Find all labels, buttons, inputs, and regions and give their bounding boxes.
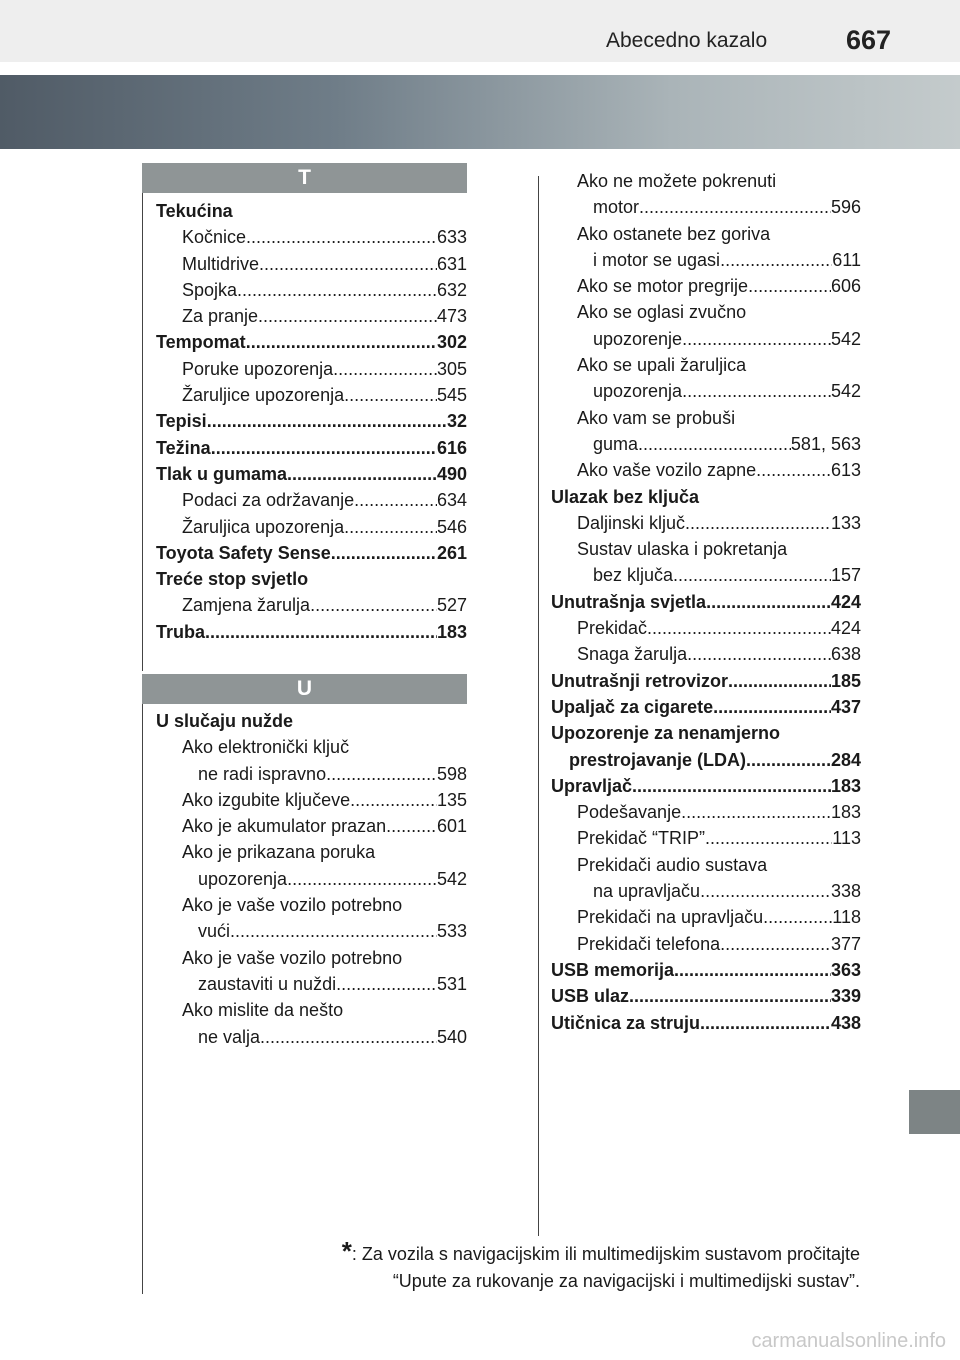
index-entry [551, 825, 861, 851]
entry-label: Prekidač [577, 618, 648, 639]
entry-leader-dots [336, 971, 437, 997]
entry-label: Ako vam se probuši [577, 407, 736, 428]
index-entry [156, 997, 467, 1023]
entry-leader-dots [720, 931, 831, 957]
entry-leader-dots [705, 825, 832, 851]
entry-page-number: 113 [832, 828, 861, 849]
entry-page-number: 527 [436, 595, 467, 616]
entry-label: Težina [156, 437, 211, 458]
index-entry [156, 356, 467, 382]
entry-label: ne radi ispravno [198, 763, 327, 784]
entry-leader-dots [287, 461, 437, 487]
entry-page-number: 581, 563 [790, 433, 861, 454]
entry-page-number: 611 [832, 249, 861, 270]
index-entry [551, 273, 861, 299]
left-column-rule-u [142, 704, 143, 1294]
entry-page-number: 631 [436, 253, 467, 274]
entry-page-number: 338 [830, 881, 861, 902]
index-entry [551, 904, 861, 930]
entry-leader-dots [674, 957, 831, 983]
entry-label: upozorenja [593, 381, 683, 402]
index-entry [551, 852, 861, 878]
index-column-right [551, 168, 861, 1036]
entry-label: Zamjena žarulja [182, 595, 311, 616]
entry-page-number: 533 [436, 921, 467, 942]
entry-label: Ako je vaše vozilo potrebno [182, 895, 403, 916]
entry-leader-dots [720, 247, 832, 273]
index-entry [551, 352, 861, 378]
entry-label: Poruke upozorenja [182, 358, 334, 379]
entry-leader-dots [386, 813, 437, 839]
entry-page-number: 424 [830, 618, 861, 639]
chapter-tab [909, 1090, 960, 1134]
entry-page-number: 540 [436, 1026, 467, 1047]
entry-leader-dots [700, 878, 831, 904]
entry-leader-dots [639, 194, 831, 220]
entry-label: Ako je akumulator prazan [182, 816, 387, 837]
entry-page-number: 473 [436, 306, 467, 327]
entry-label: Kočnice [182, 227, 247, 248]
index-entry [156, 540, 467, 566]
entry-leader-dots [260, 1024, 437, 1050]
entry-label: Ako vaše vozilo zapne [577, 460, 757, 481]
entry-page-number: 545 [436, 385, 467, 406]
index-entry [156, 461, 467, 487]
entry-label: upozorenja [198, 868, 288, 889]
entry-leader-dots [748, 273, 831, 299]
index-entry [551, 562, 861, 588]
index-entry [551, 247, 861, 273]
index-entry [551, 957, 861, 983]
entry-label: Za pranje [182, 306, 259, 327]
entry-label: Prekidači audio sustava [577, 854, 768, 875]
entry-label: Ulazak bez ključa [551, 486, 700, 507]
entry-page-number: 616 [436, 437, 467, 458]
entry-label: Podaci za održavanje [182, 490, 355, 511]
index-column-t [156, 198, 467, 645]
entry-page-number: 596 [830, 197, 861, 218]
index-entry [551, 221, 861, 247]
entry-label: guma [593, 433, 639, 454]
index-entry [156, 918, 467, 944]
entry-label: Unutrašnja svjetla [551, 591, 707, 612]
entry-label: na upravljaču [593, 881, 701, 902]
entry-leader-dots [258, 303, 437, 329]
index-entry [551, 194, 861, 220]
entry-label: Ako mislite da nešto [182, 1000, 344, 1021]
footnote-line2: “Upute za rukovanje za navigacijski i multimedijski sustav”. [392, 1271, 860, 1291]
left-column-rule-t [142, 193, 143, 671]
entry-label: Ako se upali žaruljica [577, 355, 747, 376]
entry-label: Žaruljice upozorenja [182, 385, 345, 406]
entry-page-number: 638 [830, 644, 861, 665]
section-header-t: T [142, 163, 467, 193]
entry-leader-dots [681, 799, 831, 825]
index-entry [156, 708, 467, 734]
entry-label: Ako se oglasi zvučno [577, 302, 747, 323]
entry-page-number: 305 [436, 358, 467, 379]
index-entry [551, 668, 861, 694]
entry-leader-dots [350, 787, 437, 813]
index-entry [551, 983, 861, 1009]
entry-label: Ako izgubite ključeve [182, 789, 351, 810]
entry-label: Ako elektronički ključ [182, 737, 350, 758]
entry-label: Truba [156, 621, 206, 642]
entry-leader-dots [706, 589, 831, 615]
footnote-star: * [341, 1236, 352, 1266]
entry-leader-dots [326, 761, 437, 787]
entry-label: motor [593, 197, 640, 218]
entry-page-number: 363 [830, 959, 861, 980]
index-entry [156, 303, 467, 329]
index-column-u [156, 708, 467, 1050]
entry-label: Prekidači na upravljaču [577, 907, 764, 928]
index-entry [156, 1024, 467, 1050]
section-header-u: U [142, 674, 467, 704]
index-entry [551, 326, 861, 352]
watermark: carmanualsonline.info [751, 1330, 946, 1352]
entry-page-number: 542 [436, 868, 467, 889]
entry-leader-dots [682, 378, 831, 404]
index-entry [551, 615, 861, 641]
entry-leader-dots [687, 641, 831, 667]
entry-page-number: 157 [830, 565, 861, 586]
entry-label: Utičnica za struju [551, 1012, 701, 1033]
index-entry [551, 589, 861, 615]
entry-label: Snaga žarulja [577, 644, 688, 665]
entry-label: Žaruljica upozorenja [182, 516, 345, 537]
index-entry [551, 457, 861, 483]
entry-leader-dots [746, 747, 831, 773]
entry-page-number: 32 [446, 411, 467, 432]
index-entry [551, 747, 861, 773]
index-entry [156, 892, 467, 918]
entry-page-number: 339 [830, 986, 861, 1007]
index-entry [156, 198, 467, 224]
entry-page-number: 183 [830, 775, 861, 796]
entry-page-number: 542 [830, 328, 861, 349]
entry-label: Prekidač “TRIP” [577, 828, 706, 849]
index-entry [551, 378, 861, 404]
index-entry [551, 405, 861, 431]
entry-label: Upravljač [551, 775, 633, 796]
entry-label: USB ulaz [551, 986, 630, 1007]
page-header-title: Abecedno kazalo [606, 29, 768, 52]
entry-label: Prekidači telefona [577, 933, 721, 954]
entry-label: vući [198, 921, 231, 942]
entry-label: U slučaju nužde [156, 711, 294, 731]
entry-leader-dots [763, 904, 832, 930]
entry-label: ne valja [198, 1026, 261, 1047]
index-entry [156, 839, 467, 865]
entry-leader-dots [354, 487, 437, 513]
entry-label: i motor se ugasi [593, 249, 721, 270]
entry-page-number: 490 [436, 463, 467, 484]
index-entry [156, 619, 467, 645]
index-entry [156, 761, 467, 787]
entry-leader-dots [713, 694, 831, 720]
entry-page-number: 438 [830, 1012, 861, 1033]
entry-page-number: 634 [436, 490, 467, 511]
entry-label: USB memorija [551, 959, 675, 980]
entry-leader-dots [331, 540, 437, 566]
index-entry [551, 720, 861, 746]
index-entry [156, 382, 467, 408]
index-entry [551, 536, 861, 562]
entry-leader-dots [728, 668, 831, 694]
index-entry [156, 514, 467, 540]
entry-page-number: 546 [436, 516, 467, 537]
entry-leader-dots [647, 615, 831, 641]
entry-page-number: 135 [436, 789, 467, 810]
index-entry [156, 813, 467, 839]
index-entry [551, 299, 861, 325]
entry-leader-dots [629, 983, 831, 1009]
entry-leader-dots [638, 431, 791, 457]
entry-label: Tlak u gumama [156, 463, 288, 484]
entry-label: Toyota Safety Sense [156, 542, 331, 563]
entry-leader-dots [685, 510, 831, 536]
entry-leader-dots [287, 866, 437, 892]
index-entry [156, 945, 467, 971]
entry-page-number: 437 [830, 696, 861, 717]
entry-leader-dots [310, 592, 437, 618]
index-entry [156, 971, 467, 997]
page-number: 667 [846, 25, 892, 55]
entry-page-number: 633 [436, 227, 467, 248]
index-entry [156, 408, 467, 434]
entry-leader-dots [344, 382, 437, 408]
entry-leader-dots [237, 277, 437, 303]
index-entry [156, 435, 467, 461]
index-entry [551, 510, 861, 536]
entry-label: Multidrive [182, 253, 260, 274]
entry-page-number: 606 [830, 276, 861, 297]
entry-page-number: 261 [436, 542, 467, 563]
entry-leader-dots [333, 356, 437, 382]
entry-page-number: 183 [830, 802, 861, 823]
entry-label: Tepisi [156, 411, 207, 432]
index-entry [551, 1010, 861, 1036]
index-entry [156, 487, 467, 513]
entry-leader-dots [207, 408, 447, 434]
index-entry [551, 484, 861, 510]
entry-leader-dots [756, 457, 831, 483]
entry-leader-dots [682, 326, 831, 352]
entry-label: prestrojavanje (LDA) [569, 749, 747, 770]
entry-page-number: 185 [830, 670, 861, 691]
index-entry [551, 799, 861, 825]
entry-label: Ako se motor pregrije [577, 276, 749, 297]
footnote [342, 1238, 860, 1295]
index-entry [156, 787, 467, 813]
entry-page-number: 613 [830, 460, 861, 481]
index-entry [156, 592, 467, 618]
entry-label: Daljinski ključ [577, 512, 686, 533]
index-entry [156, 277, 467, 303]
index-entry [156, 566, 467, 592]
entry-label: Podešavanje [577, 802, 682, 823]
index-entry [551, 878, 861, 904]
index-entry [156, 224, 467, 250]
index-entry [551, 931, 861, 957]
entry-page-number: 601 [436, 816, 467, 837]
entry-label: Sustav ulaska i pokretanja [577, 539, 788, 560]
index-entry [551, 641, 861, 667]
index-entry [156, 329, 467, 355]
entry-page-number: 377 [830, 933, 861, 954]
entry-label: Upozorenje za nenamjerno [551, 723, 781, 744]
entry-label: Upaljač za cigarete [551, 696, 714, 717]
entry-page-number: 632 [436, 279, 467, 300]
entry-page-number: 531 [436, 973, 467, 994]
entry-leader-dots [632, 773, 831, 799]
entry-page-number: 424 [830, 591, 861, 612]
entry-label: Tekućina [156, 201, 233, 221]
entry-label: zaustaviti u nuždi [198, 973, 337, 994]
entry-page-number: 133 [830, 512, 861, 533]
entry-label: Treće stop svjetlo [156, 569, 309, 590]
index-entry [551, 773, 861, 799]
entry-leader-dots [246, 224, 437, 250]
entry-leader-dots [246, 329, 437, 355]
column-divider [538, 176, 539, 1236]
entry-label: Tempomat [156, 332, 246, 353]
entry-label: upozorenje [593, 328, 683, 349]
entry-page-number: 284 [830, 749, 861, 770]
entry-page-number: 302 [436, 332, 467, 353]
entry-label: Spojka [182, 279, 238, 300]
entry-leader-dots [344, 514, 437, 540]
index-entry [551, 431, 861, 457]
entry-page-number: 118 [832, 907, 861, 928]
entry-label: Ako ostanete bez goriva [577, 223, 771, 244]
entry-leader-dots [205, 619, 437, 645]
index-entry [156, 251, 467, 277]
entry-page-number: 542 [830, 381, 861, 402]
entry-label: Ako je vaše vozilo potrebno [182, 947, 403, 968]
entry-leader-dots [673, 562, 831, 588]
index-entry [551, 694, 861, 720]
index-entry [551, 168, 861, 194]
entry-label: Unutrašnji retrovizor [551, 670, 729, 691]
entry-label: bez ključa [593, 565, 674, 586]
entry-leader-dots [259, 251, 437, 277]
entry-leader-dots [700, 1010, 831, 1036]
entry-page-number: 598 [436, 763, 467, 784]
index-entry [156, 866, 467, 892]
entry-leader-dots [211, 435, 437, 461]
footnote-line1: : Za vozila s navigacijskim ili multimedijskim sustavom pročitajte [351, 1244, 860, 1264]
index-entry [156, 734, 467, 760]
header-banner [0, 75, 960, 149]
entry-label: Ako je prikazana poruka [182, 842, 376, 863]
entry-page-number: 183 [436, 621, 467, 642]
entry-leader-dots [230, 918, 437, 944]
entry-label: Ako ne možete pokrenuti [577, 171, 777, 191]
header-bar [0, 0, 960, 62]
